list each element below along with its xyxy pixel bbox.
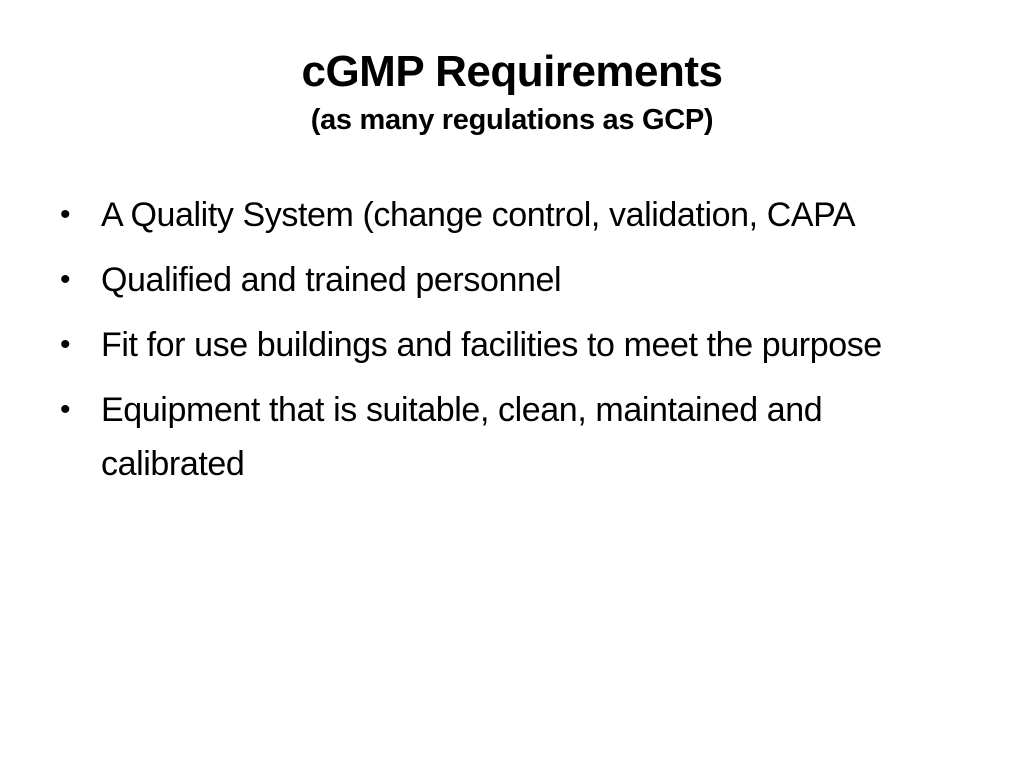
bullet-text: Equipment that is suitable, clean, maintained and calibrated [101,391,823,483]
slide-title: cGMP Requirements [301,47,723,96]
bullet-dot-icon: • [60,328,71,361]
title-block [0,44,1024,140]
bullet-text: A Quality System (change control, validation, CAPA [101,196,856,234]
bullet-item [56,188,956,242]
bullet-dot-icon: • [60,393,71,426]
bullet-dot-icon: • [60,198,71,231]
bullet-text: Fit for use buildings and facilities to meet the purpose [101,326,882,364]
bullet-dot-icon: • [60,263,71,296]
bullet-item [56,318,956,372]
bullet-list [56,188,956,502]
bullet-text: Qualified and trained personnel [101,261,562,299]
bullet-item [56,253,956,307]
slide-subtitle: (as many regulations as GCP) [310,104,714,136]
bullet-item [56,383,956,491]
